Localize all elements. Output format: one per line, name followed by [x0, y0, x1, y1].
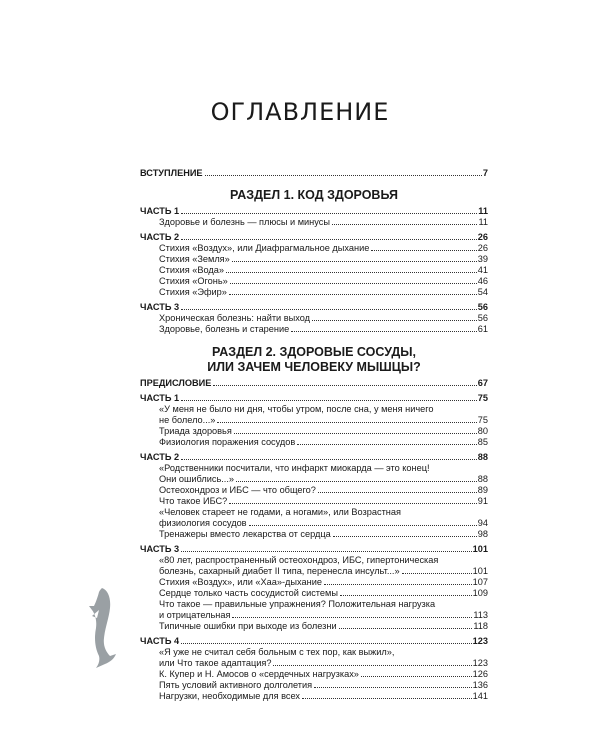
- toc-entry[interactable]: Стихия «Огонь» 46: [159, 276, 488, 286]
- toc-entry-line[interactable]: «80 лет, распространенный остеохондроз, ИБС, гипертоническая: [159, 555, 439, 565]
- toc-part[interactable]: ЧАСТЬ 2 88: [140, 452, 488, 462]
- toc-part[interactable]: ЧАСТЬ 1 11: [140, 206, 488, 216]
- toc-entry[interactable]: не болело...» 75: [159, 415, 488, 425]
- toc-entry[interactable]: или Что такое адаптация? 123: [159, 658, 488, 668]
- toc-entry[interactable]: и отрицательная 113: [159, 610, 488, 620]
- toc-entry-line[interactable]: «Человек стареет не годами, а ногами», или Возрастная: [159, 507, 401, 517]
- toc-part[interactable]: ЧАСТЬ 2 26: [140, 232, 488, 242]
- toc-part[interactable]: ЧАСТЬ 3 56: [140, 302, 488, 312]
- toc-preface[interactable]: ПРЕДИСЛОВИЕ 67: [140, 378, 488, 388]
- toc-entry[interactable]: Здоровье и болезнь — плюсы и минусы 11: [159, 217, 488, 227]
- toc-part[interactable]: ЧАСТЬ 1 75: [140, 393, 488, 403]
- toc-entry[interactable]: Физиология поражения сосудов 85: [159, 437, 488, 447]
- table-of-contents: [140, 168, 488, 702]
- toc-entry[interactable]: Триада здоровья 80: [159, 426, 488, 436]
- page-title: ОГЛАВЛЕНИЕ: [210, 98, 390, 126]
- toc-entry[interactable]: Тренажеры вместо лекарства от сердца 98: [159, 529, 488, 539]
- toc-entry[interactable]: Типичные ошибки при выходе из болезни 118: [159, 621, 488, 631]
- dolphin-icon: [88, 586, 122, 670]
- toc-entry[interactable]: Стихия «Воздух», или «Хаа»-дыхание 107: [159, 577, 488, 587]
- toc-entry[interactable]: Что такое ИБС? 91: [159, 496, 488, 506]
- toc-part[interactable]: ЧАСТЬ 4 123: [140, 636, 488, 646]
- toc-intro[interactable]: ВСТУПЛЕНИЕ 7: [140, 168, 488, 178]
- toc-entry[interactable]: физиология сосудов 94: [159, 518, 488, 528]
- toc-entry[interactable]: Остеохондроз и ИБС — что общего? 89: [159, 485, 488, 495]
- toc-entry[interactable]: К. Купер и Н. Амосов о «сердечных нагрузках» 126: [159, 669, 488, 679]
- toc-entry[interactable]: болезнь, сахарный диабет II типа, перенесла инсульт...» 101: [159, 566, 488, 576]
- section-2-heading-line-2: ИЛИ ЗАЧЕМ ЧЕЛОВЕКУ МЫШЦЫ?: [207, 360, 421, 374]
- toc-entry[interactable]: Стихия «Земля» 39: [159, 254, 488, 264]
- toc-entry[interactable]: Стихия «Воздух», или Диафрагмальное дыхание 26: [159, 243, 488, 253]
- toc-entry[interactable]: Стихия «Эфир» 54: [159, 287, 488, 297]
- section-1-heading: РАЗДЕЛ 1. КОД ЗДОРОВЬЯ: [230, 188, 398, 202]
- toc-entry[interactable]: Нагрузки, необходимые для всех 141: [159, 691, 488, 701]
- toc-entry-line[interactable]: Что такое — правильные упражнения? Положительная нагрузка: [159, 599, 436, 609]
- toc-entry[interactable]: Здоровье, болезнь и старение 61: [159, 324, 488, 334]
- toc-entry[interactable]: Хроническая болезнь: найти выход 56: [159, 313, 488, 323]
- toc-entry[interactable]: Сердце только часть сосудистой системы 109: [159, 588, 488, 598]
- toc-entry-line[interactable]: «Я уже не считал себя больным с тех пор, как выжил»,: [159, 647, 395, 657]
- toc-part[interactable]: ЧАСТЬ 3 101: [140, 544, 488, 554]
- toc-entry[interactable]: Стихия «Вода» 41: [159, 265, 488, 275]
- toc-entry[interactable]: Пять условий активного долголетия 136: [159, 680, 488, 690]
- toc-entry-line[interactable]: «Родственники посчитали, что инфаркт миокарда — это конец!: [159, 463, 430, 473]
- toc-entry[interactable]: Они ошиблись...» 88: [159, 474, 488, 484]
- section-2-heading-line-1: РАЗДЕЛ 2. ЗДОРОВЫЕ СОСУДЫ,: [212, 345, 416, 359]
- toc-entry-line[interactable]: «У меня не было ни дня, чтобы утром, после сна, у меня ничего: [159, 404, 434, 414]
